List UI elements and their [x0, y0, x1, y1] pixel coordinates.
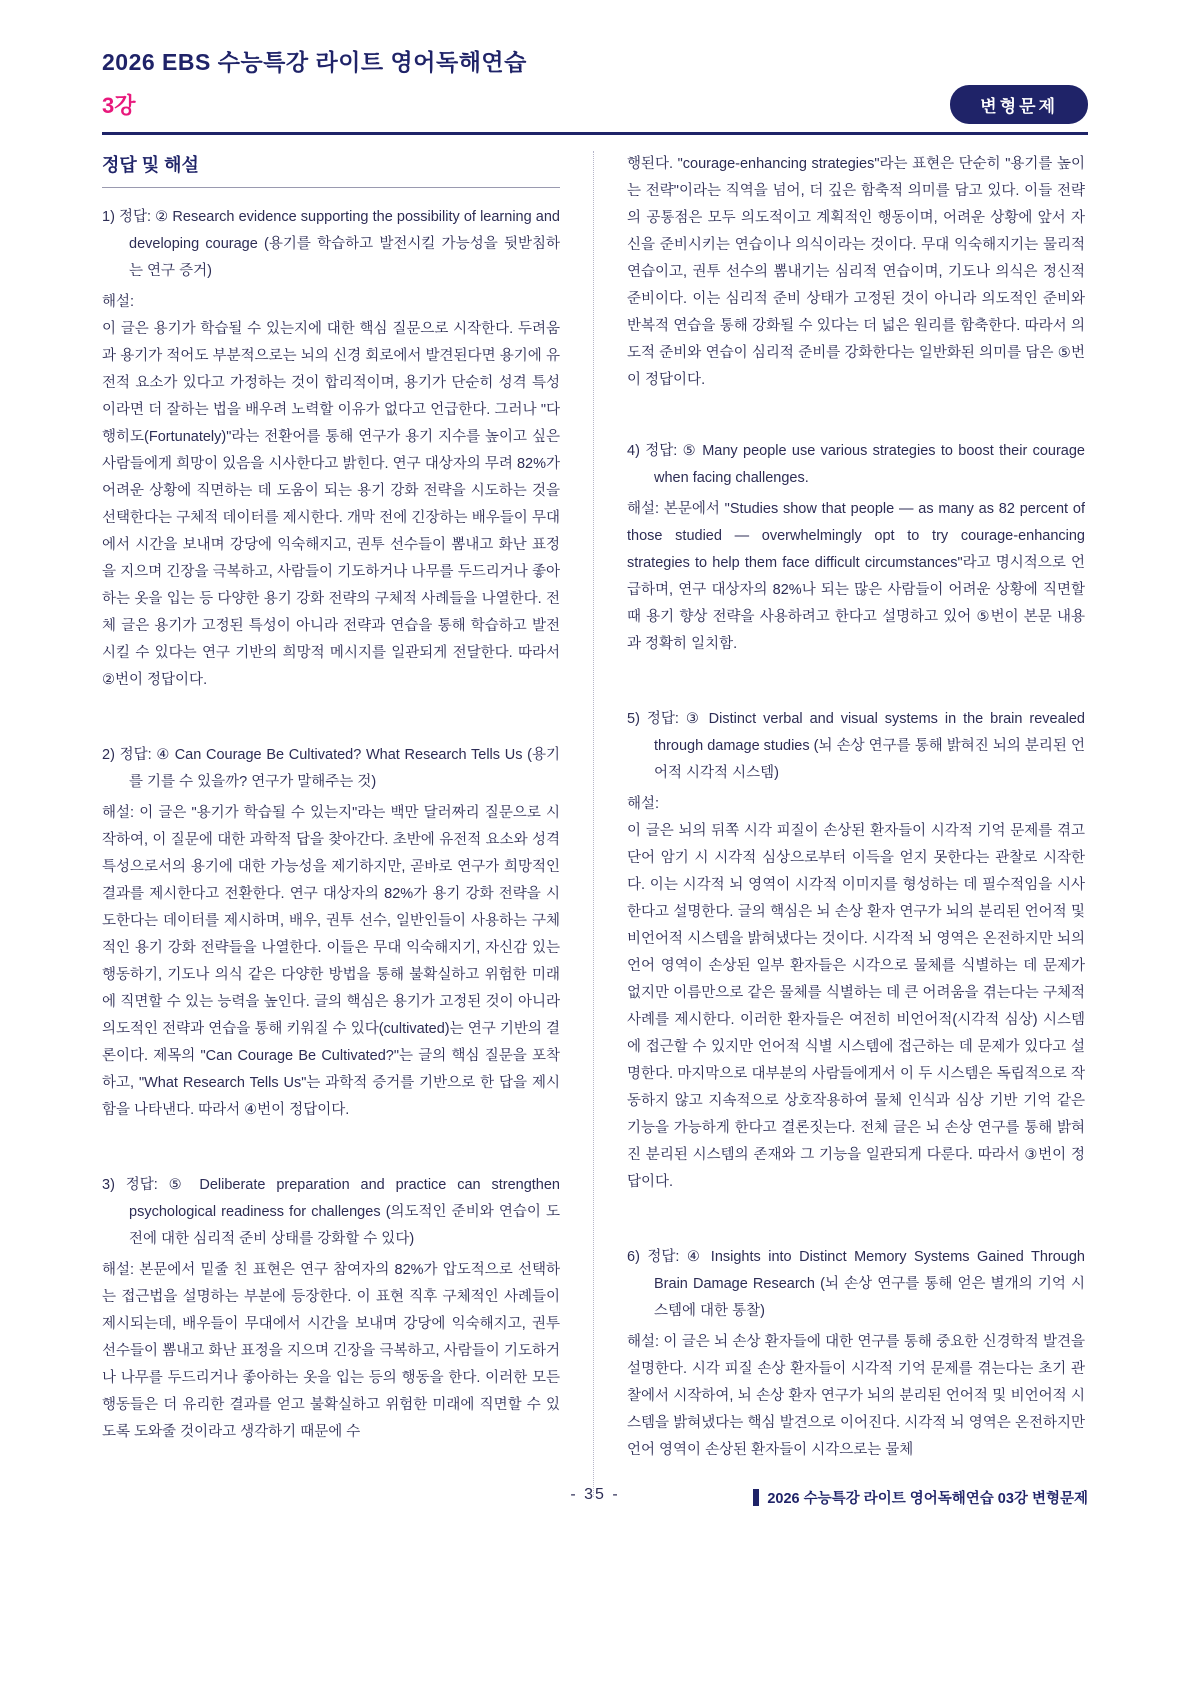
answer-line-3: 3) 정답: ⑤ Deliberate preparation and practice can strengthen psychological readiness for challenges (의도적인 준비와 연습이 도전에 대한 심리적 준비 상태를 강화할 수 있다)	[102, 1177, 560, 1247]
lesson-number: 3강	[102, 93, 136, 118]
column-divider	[593, 151, 594, 1497]
content-columns	[102, 151, 1088, 1497]
explanation-text-6: 해설: 이 글은 뇌 손상 환자들에 대한 연구를 통해 중요한 신경학적 발견을 설명한다. 시각 피질 손상 환자들이 시각적 기억 문제를 겪는다는 초기 관찰에서 시작하여, 뇌 손상 환자 연구가 뇌의 분리된 언어적 및 비언어적 시스템을 밝혀냈다는 핵심 발견으로 이어진다. 시각적 뇌 영역은 온전하지만 언어 영역이 손상된 환자들이 시각으로는 물체	[627, 1334, 1085, 1458]
answer-line-1: 1) 정답: ② Research evidence supporting the possibility of learning and developing courage (용기를 학습하고 발전시킬 가능성을 뒷받침하는 연구 증거)	[102, 209, 560, 279]
left-column	[102, 151, 560, 1497]
answer-item-1	[102, 204, 560, 694]
answer-line-6: 6) 정답: ④ Insights into Distinct Memory Systems Gained Through Brain Damage Research (뇌 손상 연구를 통해 얻은 별개의 기억 시스템에 대한 통찰)	[627, 1249, 1085, 1319]
page-header	[102, 44, 1088, 135]
explanation-text-5: 이 글은 뇌의 뒤쪽 시각 피질이 손상된 환자들이 시각적 기억 문제를 겪고 단어 암기 시 시각적 심상으로부터 이득을 얻지 못한다는 관찰로 시작한다. 이는 시각적 뇌 영역이 시각적 이미지를 형성하는 데 필수적임을 시사한다고 설명한다. 글의 핵심은 뇌 손상 환자 연구가 뇌의 분리된 언어적 및 비언어적 시스템을 밝혀냈다는 것이다. 시각적 뇌 영역은 온전하지만 뇌의 언어 영역이 손상된 일부 환자들은 시각으로 물체를 식별하는 데 문제가 없지만 이름만으로 같은 물체를 식별하는 데 큰 어려움을 겪는다는 구체적 사례를 제시한다. 이러한 환자들은 여전히 비언어적(시각적 심상) 시스템에 접근할 수 있지만 언어적 식별 시스템에 접근하는 데 문제가 있다고 설명한다. 마지막으로 대부분의 사람들에게서 이 두 시스템은 독립적으로 작동하지 않고 지속적으로 상호작용하여 물체 인식과 심상 기반 기억 같은 기능을 가능하게 한다고 결론짓는다. 전체 글은 뇌 손상 연구를 통해 밝혀진 분리된 시스템의 존재와 그 기능을 일관되게 다룬다. 따라서 ③번이 정답이다.	[627, 823, 1085, 1190]
explanation-label-1: 해설:	[102, 294, 135, 310]
book-title: 2026 EBS 수능특강 라이트 영어독해연습	[102, 49, 527, 75]
explanation-text-2: 해설: 이 글은 "용기가 학습될 수 있는지"라는 백만 달러짜리 질문으로 시작하여, 이 질문에 대한 과학적 답을 찾아간다. 초반에 유전적 요소와 성격 특성으로서의 용기에 대한 가능성을 제기하지만, 곧바로 연구가 희망적인 결과를 제시한다고 전환한다. 연구 대상자의 82%가 용기 강화 전략을 시도한다는 데이터를 제시하며, 배우, 권투 선수, 일반인들이 사용하는 구체적인 용기 강화 전략들을 나열한다. 이들은 무대 익숙해지기, 자신감 있는 행동하기, 기도나 의식 같은 다양한 방법을 통해 불확실하고 위험한 미래에 직면할 수 있는 능력을 높인다. 글의 핵심은 용기가 고정된 것이 아니라 의도적인 전략과 연습을 통해 키워질 수 있다(cultivated)는 연구 기반의 결론이다. 제목의 "Can Courage Be Cultivated?"는 글의 핵심 질문을 포착하고, "What Research Tells Us"는 과학적 증거를 기반으로 한 답을 제시함을 나타낸다. 따라서 ④번이 정답이다.	[102, 805, 560, 1118]
explanation-label-5: 해설:	[627, 796, 660, 812]
page-number: - 35 -	[570, 1486, 620, 1503]
explanation-text-1: 이 글은 용기가 학습될 수 있는지에 대한 핵심 질문으로 시작한다. 두려움과 용기가 적어도 부분적으로는 뇌의 신경 회로에서 발견된다면 용기에 유전적 요소가 있다고 가정하는 것이 합리적이며, 용기가 단순히 성격 특성이라면 더 잘하는 법을 배우려 노력할 이유가 없다고 언급한다. 그러나 "다행히도(Fortunately)"라는 전환어를 통해 연구가 용기 지수를 높이고 싶은 사람들에게 희망이 있음을 시사한다고 밝힌다. 연구 대상자의 무려 82%가 어려운 상황에 직면하는 데 도움이 되는 용기 강화 전략을 시도하는 것을 선택한다는 구체적 데이터를 제시한다. 개막 전에 긴장하는 배우들이 무대에서 시간을 보내며 강당에 익숙해지고, 권투 선수들이 뽐내고 화난 표정을 지으며 긴장을 극복하고, 사람들이 기도하거나 나무를 두드리거나 좋아하는 옷을 입는 등 다양한 용기 강화 전략의 구체적 사례들을 나열한다. 전체 글은 용기가 고정된 특성이 아니라 전략과 연습을 통해 학습하고 발전시킬 수 있다는 연구 기반의 희망적 메시지를 일관되게 전달한다. 따라서 ②번이 정답이다.	[102, 321, 560, 688]
answer-item-6	[627, 1244, 1085, 1464]
variant-problems-badge: 변형문제	[950, 85, 1088, 124]
explanation-text-3: 해설: 본문에서 밑줄 친 표현은 연구 참여자의 82%가 압도적으로 선택하는 접근법을 설명하는 부분에 등장한다. 이 표현 직후 구체적인 사례들이 제시되는데, 배우들이 무대에서 시간을 보내며 강당에 익숙해지고, 권투 선수들이 뽐내고 화난 표정을 지으며 긴장을 극복하고, 사람들이 기도하거나 나무를 두드리거나 좋아하는 옷을 입는 등의 행동을 한다. 이러한 모든 행동들은 더 유리한 결과를 얻고 불확실하고 위험한 미래에 직면할 수 있도록 도와줄 것이라고 생각하기 때문에 수	[102, 1262, 560, 1440]
footer-label-text: 2026 수능특강 라이트 영어독해연습 03강 변형문제	[767, 1491, 1088, 1507]
answer-line-4: 4) 정답: ⑤ Many people use various strategies to boost their courage when facing challenges.	[627, 443, 1085, 486]
explanation-text-4: 해설: 본문에서 "Studies show that people — as many as 82 percent of those studied — overwhelmingly opt to try courage-enhancing strategies to help them face difficult circumstances"라고 명시적으로 언급하며, 연구 대상자의 82%나 되는 많은 사람들이 어려운 상황에 직면할 때 용기 향상 전략을 사용하려고 한다고 설명하고 있어 ⑤번이 본문 내용과 정확히 일치함.	[627, 501, 1085, 652]
footer-label	[753, 1487, 1088, 1508]
section-title: 정답 및 해설	[102, 151, 560, 188]
answer-item-3	[102, 1172, 560, 1446]
answer-item-4	[627, 438, 1085, 658]
answer-line-2: 2) 정답: ④ Can Courage Be Cultivated? What Research Tells Us (용기를 기를 수 있을까? 연구가 말해주는 것)	[102, 747, 560, 790]
answer-line-5: 5) 정답: ③ Distinct verbal and visual systems in the brain revealed through damage studies (뇌 손상 연구를 통해 밝혀진 뇌의 분리된 언어적 시각적 시스템)	[627, 711, 1085, 781]
footer-bar-icon	[753, 1489, 759, 1506]
explanation-text-3-continued: 행된다. "courage-enhancing strategies"라는 표현은 단순히 "용기를 높이는 전략"이라는 직역을 넘어, 더 깊은 함축적 의미를 담고 있다. 이들 전략의 공통점은 모두 의도적이고 계획적인 행동이며, 어려운 상황에 앞서 자신을 준비시키는 연습이나 의식이라는 것이다. 무대 익숙해지기는 물리적 연습이고, 권투 선수의 뽐내기는 심리적 연습이며, 기도나 의식은 정신적 준비이다. 이는 심리적 준비 상태가 고정된 것이 아니라 의도적인 준비와 반복적 연습을 통해 강화될 수 있다는 더 넓은 원리를 함축한다. 따라서 의도적 준비와 연습이 심리적 준비를 강화한다는 일반화된 의미를 담은 ⑤번이 정답이다.	[627, 156, 1085, 388]
answer-item-2	[102, 742, 560, 1124]
header-divider	[102, 132, 1088, 135]
header-row	[102, 85, 1088, 124]
answer-item-5	[627, 706, 1085, 1196]
page-footer	[102, 1486, 1088, 1512]
right-column	[627, 151, 1085, 1497]
